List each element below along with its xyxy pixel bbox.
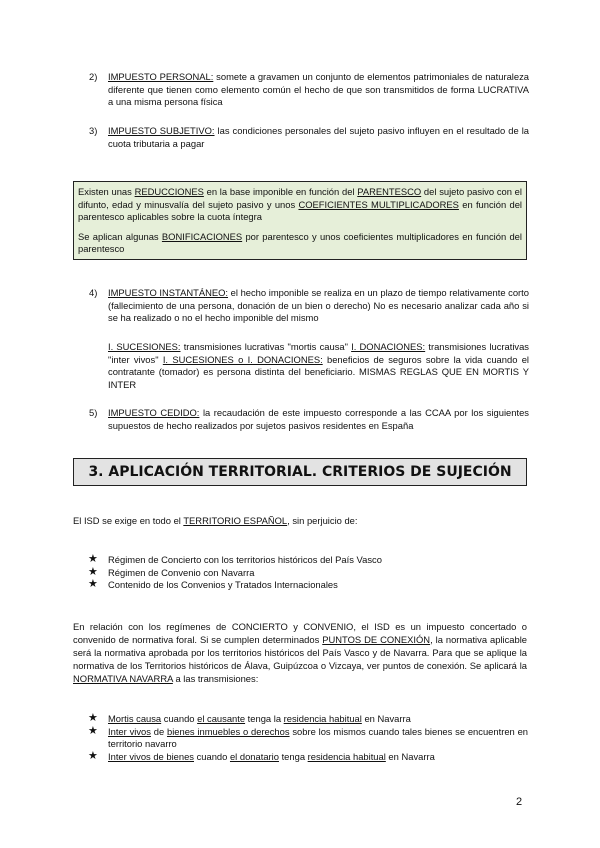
- item-title: IMPUESTO INSTANTÁNEO:: [108, 287, 229, 298]
- list-item: ★ Mortis causa cuando el causante tenga la residencia habitual en Navarra: [88, 712, 411, 724]
- list-item: ★ Régimen de Concierto con los territorios históricos del País Vasco: [88, 553, 382, 565]
- item-impuesto-subjetivo: [89, 125, 529, 150]
- item-number: 5): [89, 407, 98, 418]
- item-text: la recaudación de este impuesto corresponde a las CCAA por los siguientes supuestos de hecho realizados por sujetos pasivos residentes en España: [108, 407, 529, 431]
- item-sucesiones-donaciones: I. SUCESIONES: transmisiones lucrativas "mortis causa" I. DONACIONES: transmisiones lucrativas "inter vivos" I. SUCESIONES o I. DONACIONES: beneficios de seguros sobre la vida cuando el contratante (tomador) es persona distinta del beneficiario. MISMAS REGLAS QUE EN MORTIS Y INTER: [108, 341, 529, 390]
- regimes-list: [88, 554, 528, 592]
- item-title: IMPUESTO CEDIDO:: [108, 407, 200, 418]
- section-heading: 3. APLICACIÓN TERRITORIAL. CRITERIOS DE SUJECIÓN: [73, 458, 527, 486]
- reductions-paragraph: Existen unas REDUCCIONES en la base imponible en función del PARENTESCO del sujeto pasivo con el difunto, edad y minusvalía del sujeto pasivo y unos COEFICIENTES MULTIPLICADORES en función del parentesco aplicables sobre la cuota íntegra: [78, 186, 522, 223]
- item-number: 2): [89, 71, 98, 82]
- item-title: IMPUESTO SUBJETIVO:: [108, 125, 215, 136]
- item-number: 3): [89, 125, 98, 136]
- item-text: las condiciones personales del sujeto pasivo influyen en el resultado de la cuota tributaria a pagar: [108, 125, 529, 149]
- page-number: 2: [516, 796, 523, 808]
- reductions-box: [73, 181, 527, 260]
- star-bullet-icon: ★: [88, 724, 98, 737]
- item-text: el hecho imponible se realiza en un plazo de tiempo relativamente corto (fallecimiento de una persona, donación de un bien o derecho) No es necesario analizar cada año si se ha realizado o no el hecho imponible del mismo: [108, 287, 529, 324]
- navarra-list: [88, 713, 528, 763]
- item-impuesto-instantaneo: [89, 287, 529, 325]
- list-item: ★ Inter vivos de bienes cuando el donatario tenga residencia habitual en Navarra: [88, 749, 435, 762]
- list-item: ★ Inter vivos de bienes inmuebles o derechos sobre los mismos cuando tales bienes se encuentren en territorio navarro: [88, 724, 528, 750]
- intro-paragraph: El ISD se exige en todo el TERRITORIO ESPAÑOL, sin perjuicio de:: [73, 515, 358, 526]
- list-item: ★ Régimen de Convenio con Navarra: [88, 565, 255, 578]
- relation-paragraph: En relación con los regímenes de CONCIERTO y CONVENIO, el ISD es un impuesto concertado o convenido de normativa foral. Si se cumplen determinados PUNTOS DE CONEXIÓN, la normativa aplicable será la normativa aprobada por los territorios históricos del País Vasco y de Navarra. Para que se aplique la normativa de los Territorios históricos de Álava, Guipúzcoa o Vizcaya, ver puntos de conexión. Se aplicará la NORMATIVA NAVARRA a las transmisiones:: [73, 621, 527, 684]
- star-bullet-icon: ★: [88, 749, 98, 762]
- item-number: 4): [89, 287, 98, 298]
- item-impuesto-personal: [89, 71, 529, 109]
- item-title: IMPUESTO PERSONAL:: [108, 71, 214, 82]
- bonifications-paragraph: Se aplican algunas BONIFICACIONES por parentesco y unos coeficientes multiplicadores en función del parentesco: [78, 230, 522, 255]
- star-bullet-icon: ★: [88, 553, 98, 565]
- star-bullet-icon: ★: [88, 565, 98, 578]
- item-impuesto-cedido: [89, 407, 529, 432]
- star-bullet-icon: ★: [88, 578, 98, 591]
- list-item: ★ Contenido de los Convenios y Tratados Internacionales: [88, 578, 338, 591]
- star-bullet-icon: ★: [88, 712, 98, 724]
- item-text: somete a gravamen un conjunto de elementos patrimoniales de naturaleza diferente que tienen como elemento común el hecho de que son transmitidos de forma LUCRATIVA a una misma persona física: [108, 71, 529, 108]
